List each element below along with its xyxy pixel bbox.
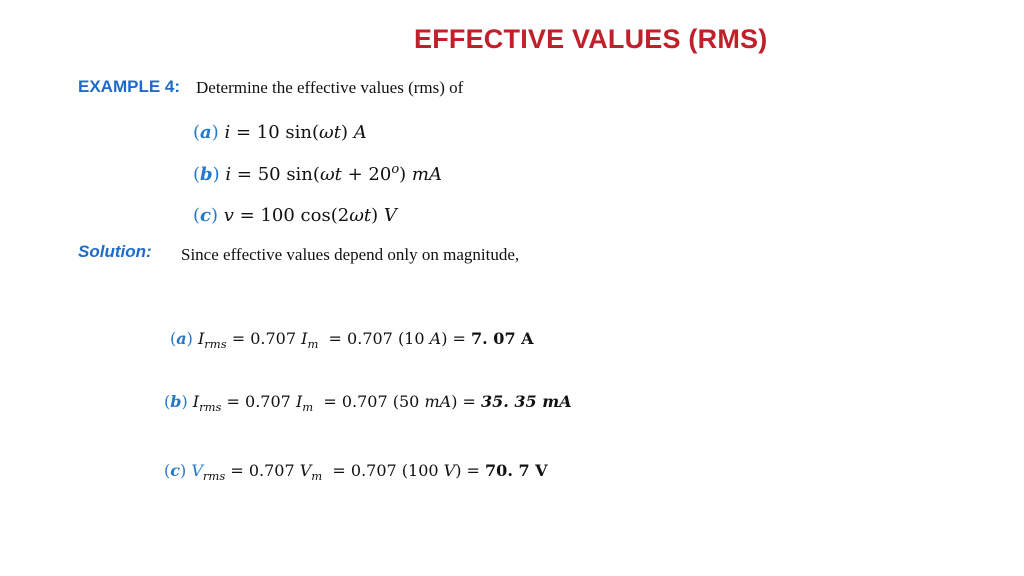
given-equation-b: (b) i = 50 $\sin(\omega t + 20^o)$ mA [193, 161, 442, 185]
result-tag-a: (a) [170, 329, 193, 348]
part-tag-a: (a) [193, 122, 219, 143]
given-equation-a: (a) i = 10 sin(ωt) A [193, 122, 367, 143]
result-answer-c: 70. 7 V [485, 461, 548, 480]
given-equation-c: (c) v = 100 cos(2ωt) V [193, 205, 397, 226]
part-tag-c: (c) [193, 205, 219, 226]
result-equation-c: (c) $V_{rms} = 0.707$ $V_m = 0.707$ (100 V) = 70. 7 V [164, 461, 548, 484]
result-answer-b: 35. 35 mA [481, 392, 572, 411]
result-tag-b: (b) [164, 392, 188, 411]
solution-text: Since effective values depend only on magnitude, [181, 245, 520, 264]
result-tag-c: (c) [164, 461, 187, 480]
page-title: EFFECTIVE VALUES (RMS) [414, 24, 768, 54]
example-label: EXAMPLE 4: [78, 77, 181, 96]
part-tag-b: (b) [193, 164, 220, 185]
example-prompt: Determine the effective values (rms) of [196, 78, 464, 97]
result-equation-a: (a) $I_{rms} = 0.707$ $I_m = 0.707$ (10 A) = 7. 07 A [170, 329, 534, 352]
solution-label: Solution: [78, 242, 152, 261]
result-equation-b: (b) $I_{rms} = 0.707$ $I_m = 0.707$ (50 mA) = 35. 35 mA [164, 392, 572, 415]
result-answer-a: 7. 07 A [471, 329, 534, 348]
